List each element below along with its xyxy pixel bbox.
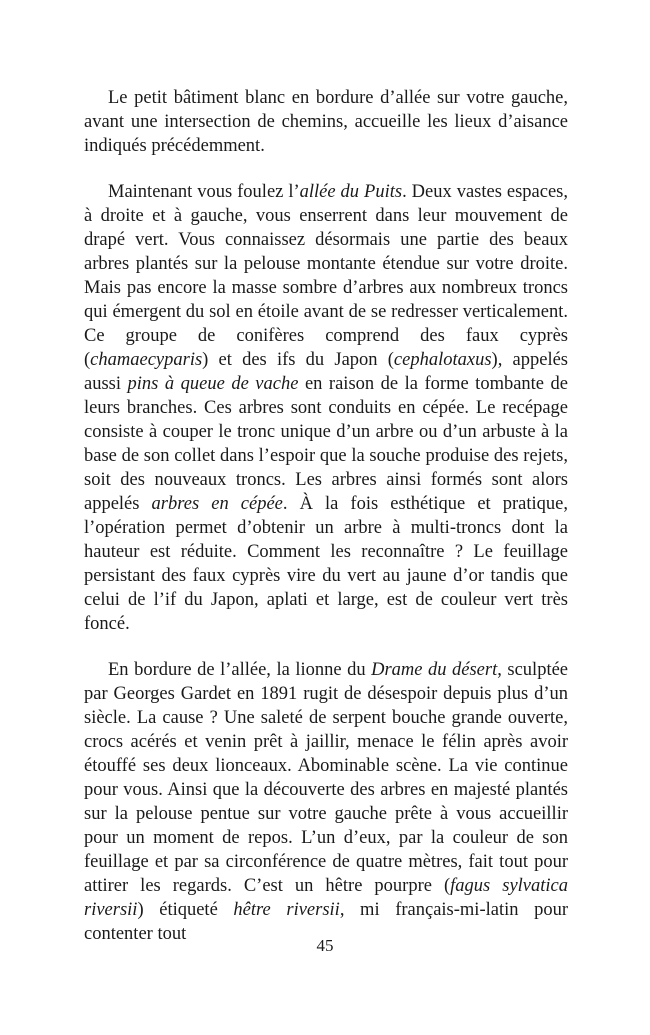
paragraph-1 bbox=[84, 86, 568, 158]
italic-text: allée du Puits bbox=[299, 182, 403, 202]
page-number: 45 bbox=[316, 936, 334, 955]
italic-text: chamaecyparis bbox=[90, 350, 203, 370]
page-body bbox=[84, 86, 568, 968]
text-run: ) et des ifs du Japon ( bbox=[202, 350, 394, 370]
text-run: . Deux vastes espaces, à droite et à gauche, vous enserrent dans leur mouvement de drapé vert. Vous connaissez désormais une partie des beaux arbres plantés sur la pelouse montante étendue sur votre droite. Mais pas encore la masse sombre d’arbres aux nombreux troncs qui émergent du sol en étoile avant de se redresser verticalement. Ce groupe de conifères comprend des faux cyprès ( bbox=[84, 182, 568, 370]
text-run: . À la fois esthétique et pratique, l’opération permet d’obtenir un arbre à multi-troncs dont la hauteur est réduite. Comment les reconnaître ? Le feuillage persistant des faux cyprès vire du vert au jaune d’or tandis que celui de l’if du Japon, aplati et large, est de couleur vert très foncé. bbox=[84, 494, 568, 634]
text-run: ) étiqueté bbox=[137, 900, 234, 920]
text-run: en raison de la forme tombante de leurs branches. Ces arbres sont conduits en cépée. Le recépage consiste à couper le tronc unique d’un arbre ou d’un arbuste à la base de son collet dans l’espoir que la souche produise des rejets, soit des nouveaux troncs. Les arbres ainsi formés sont alors appelés bbox=[84, 374, 568, 514]
text-run: En bordure de l’allée, la lionne du bbox=[108, 660, 372, 680]
text-run: , mi français-mi-latin pour contenter tout bbox=[84, 900, 569, 944]
italic-text: hêtre riversii bbox=[233, 900, 340, 920]
text-run: , sculptée par Georges Gardet en 1891 rugit de désespoir depuis plus d’un siècle. La cause ? Une saleté de serpent bouche grande ouverte, crocs acérés et venin prêt à jaillir, menace le félin après avoir étouffé ses deux lionceaux. Abominable scène. La vie continue pour vous. Ainsi que la découverte des arbres en majesté plantés sur la pelouse pentue sur votre gauche prête à vous accueillir pour un moment de repos. L’un d’eux, par la couleur de son feuillage et par sa circonférence de quatre mètres, fait tout pour attirer les regards. C’est un hêtre pourpre ( bbox=[84, 660, 569, 896]
paragraph-3 bbox=[84, 658, 568, 946]
paragraph-2 bbox=[84, 180, 568, 636]
text-run: Maintenant vous foulez l’ bbox=[108, 182, 300, 202]
text-run: ), appelés aussi bbox=[84, 350, 568, 394]
italic-text: fagus sylvatica riversii bbox=[84, 876, 569, 920]
italic-text: Drame du désert bbox=[371, 660, 498, 680]
italic-text: arbres en cépée bbox=[151, 494, 283, 514]
italic-text: cephalotaxus bbox=[393, 350, 492, 370]
italic-text: pins à queue de vache bbox=[127, 374, 299, 394]
text-run: Le petit bâtiment blanc en bordure d’allée sur votre gauche, avant une intersection de chemins, accueille les lieux d’aisance indiqués précédemment. bbox=[84, 88, 568, 156]
